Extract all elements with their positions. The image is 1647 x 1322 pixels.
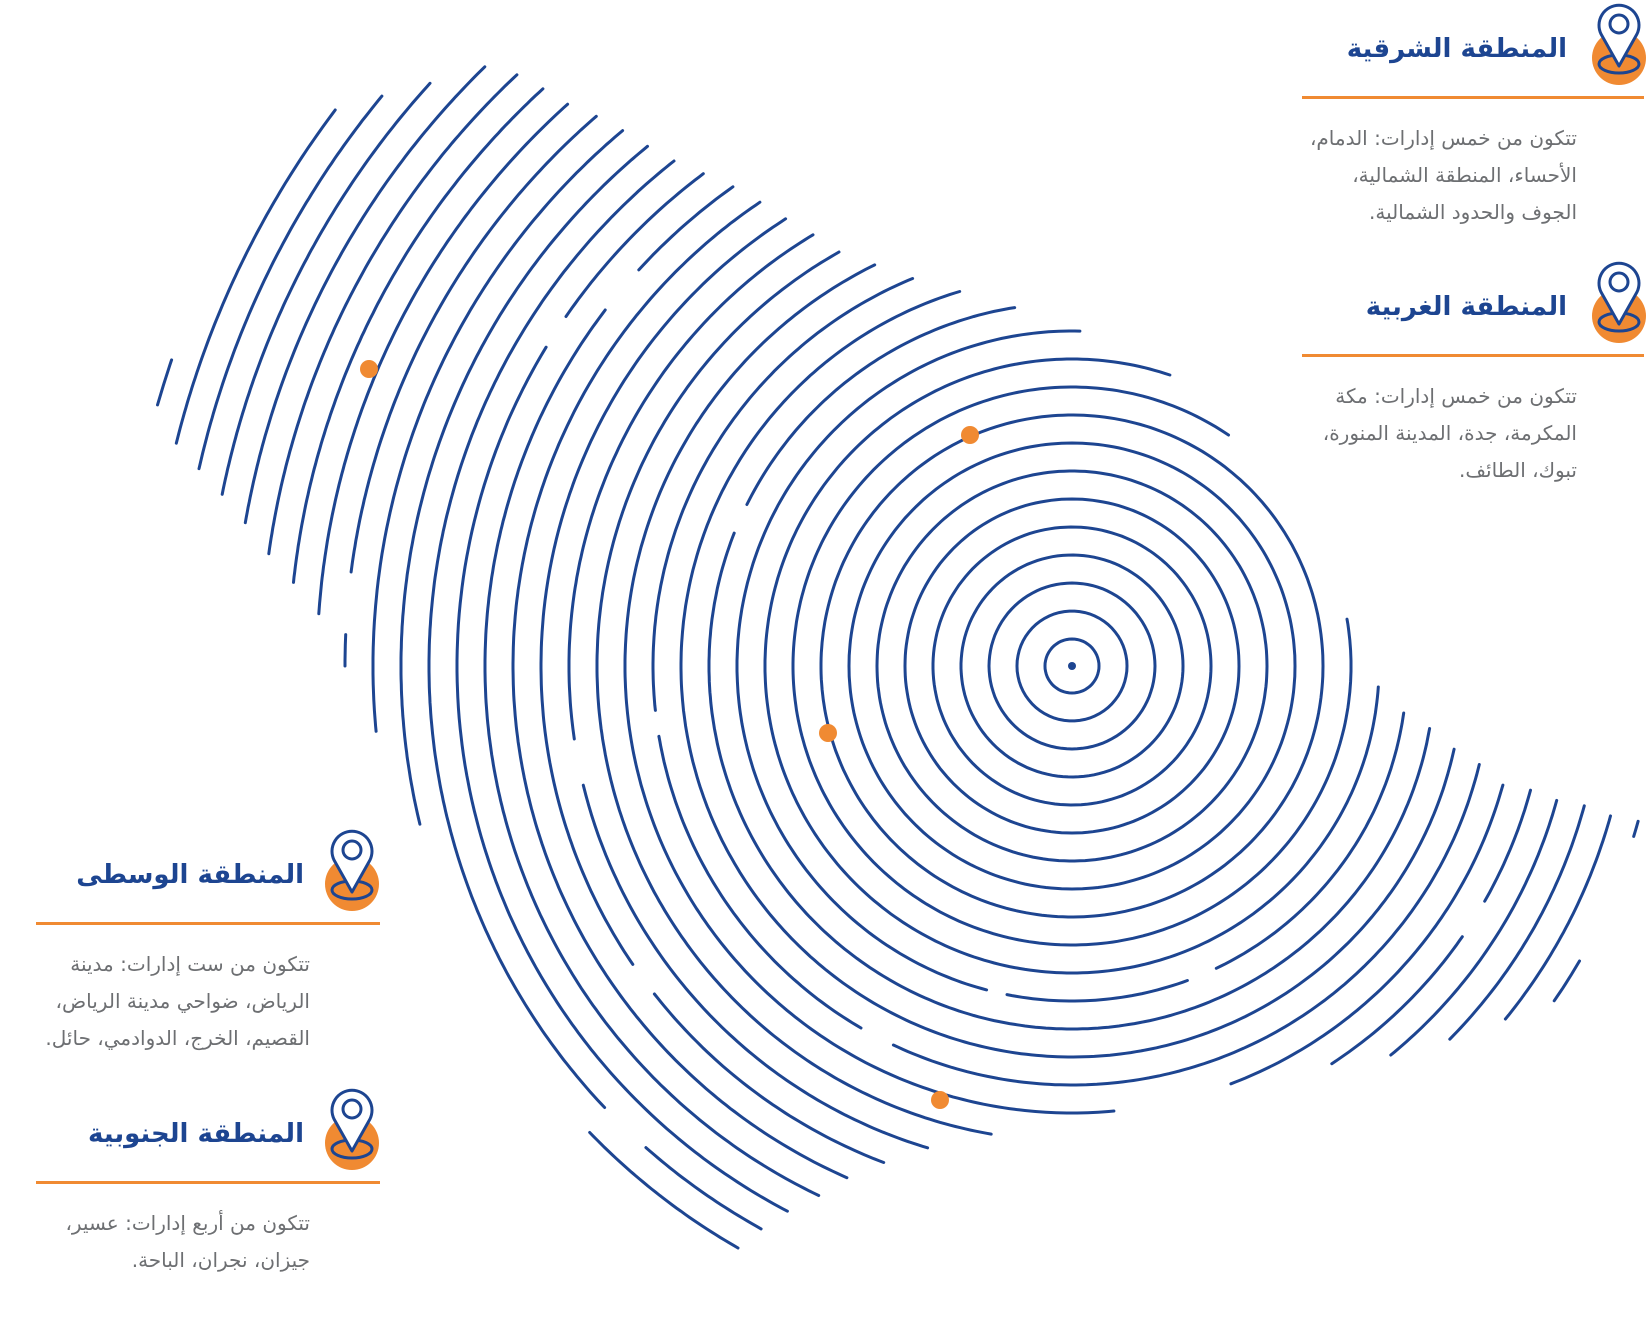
region-western: [1290, 258, 1647, 482]
region-title: المنطقة الوسطى: [76, 860, 304, 890]
region-description: تتكون من أربع إدارات: عسير، جيزان، نجران، الباحة.: [65, 1211, 310, 1272]
divider: [1302, 354, 1644, 357]
map-ring-segment: [1391, 800, 1557, 1055]
region-description: تتكون من خمس إدارات: مكة المكرمة، جدة، المدينة المنورة، تبوك، الطائف.: [1322, 384, 1577, 482]
map-ring-segment: [245, 67, 484, 523]
region-marker-dot: [961, 426, 979, 444]
region-central: [30, 826, 380, 1050]
map-ring-segment: [269, 75, 517, 554]
region-eastern: [1290, 0, 1647, 224]
region-marker-dot: [360, 360, 378, 378]
region-marker-dot: [819, 724, 837, 742]
region-southern: [30, 1085, 380, 1272]
region-header: [1290, 0, 1647, 100]
map-ring-segment: [1505, 816, 1610, 1019]
divider: [1302, 96, 1644, 99]
region-title: المنطقة الغربية: [1365, 292, 1567, 322]
map-ring-segment: [457, 347, 787, 1211]
map-center-dot: [1068, 662, 1076, 670]
map-ring-segment: [1554, 961, 1579, 1001]
map-ring-segment: [1216, 713, 1403, 968]
map-ring-segment: [429, 161, 674, 1108]
map-ring-segment: [345, 635, 346, 666]
region-marker-dot: [931, 1091, 949, 1109]
map-ring-segment: [1332, 937, 1463, 1064]
divider: [36, 1181, 380, 1184]
map-ring-segment: [625, 265, 1114, 1113]
map-ring-segment: [893, 765, 1479, 1086]
map-ring-segment: [176, 110, 335, 443]
region-header: [30, 1085, 380, 1185]
location-pin-icon: [324, 826, 380, 912]
region-description: تتكون من ست إدارات: مدينة الرياض، ضواحي مدينة الرياض، القصيم، الخرج، الدوادمي، حائل.: [45, 952, 310, 1050]
map-ring-segment: [590, 1133, 738, 1249]
map-ring-segment: [541, 219, 786, 965]
divider: [36, 922, 380, 925]
region-title: المنطقة الجنوبية: [87, 1119, 304, 1149]
location-pin-icon: [1591, 258, 1647, 344]
map-ring-segment: [1634, 821, 1638, 836]
map-ring-lines: [158, 67, 1639, 1248]
map-ring-segment: [158, 360, 172, 405]
region-header: [30, 826, 380, 926]
region-title: المنطقة الشرقية: [1346, 34, 1567, 64]
map-ring-segment: [401, 146, 648, 824]
region-description: تتكون من خمس إدارات: الدمام، الأحساء، المنطقة الشمالية، الجوف والحدود الشمالية.: [1309, 126, 1577, 224]
map-ring-segment: [639, 187, 733, 270]
map-ring-segment: [199, 96, 382, 469]
map-ring-segment: [1007, 981, 1187, 1002]
region-header: [1290, 258, 1647, 358]
map-ring-segment: [1347, 619, 1351, 666]
location-pin-icon: [324, 1085, 380, 1171]
location-pin-icon: [1591, 0, 1647, 86]
